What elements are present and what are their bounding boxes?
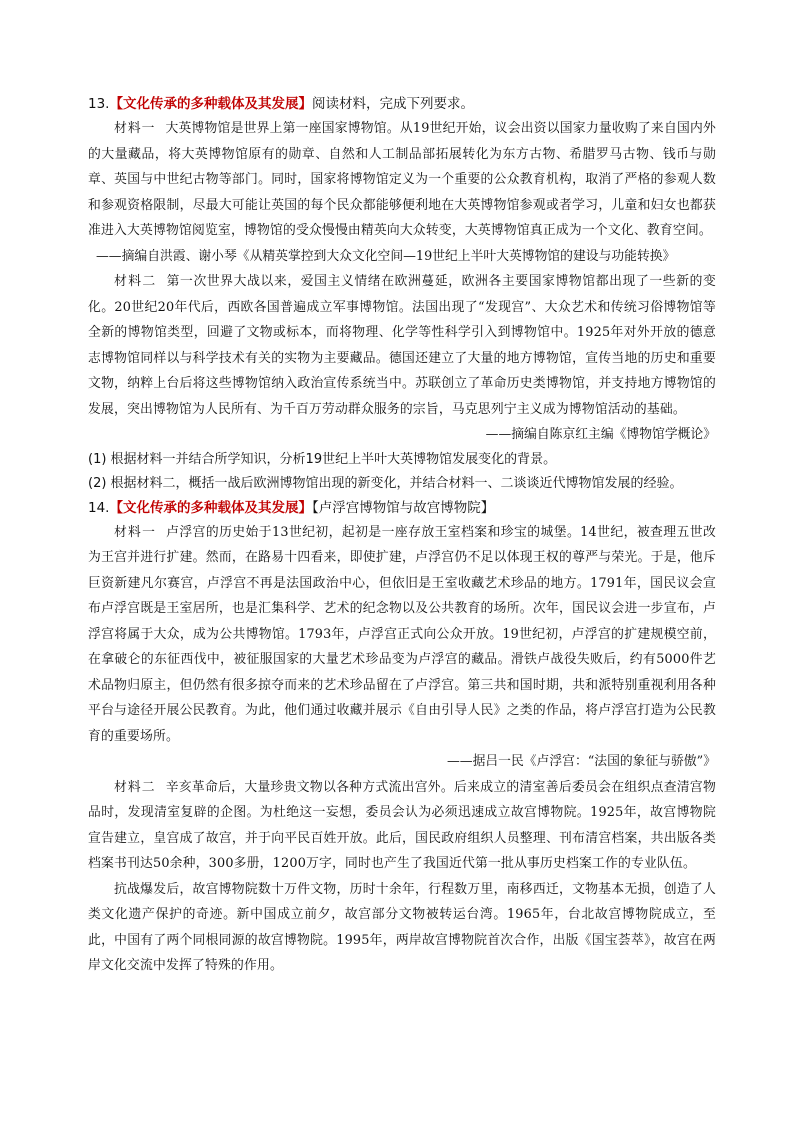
q13-instruction: 阅读材料，完成下列要求。 — [311, 96, 474, 112]
q13-task-2: (2) 根据材料二，概括一战后欧洲博物馆出现的新变化，并结合材料一、二谈谈近代博物馆发展的经验。 — [88, 475, 683, 491]
q14-material-2-continued: 抗战爆发后，故宫博物院数十万件文物，历时十余年，行程数万里，南移西迁，文物基本无损，创造了人类文化遗产保护的奇迹。新中国成立前夕，故宫部分文物被转运台湾。1965年，台北故宫博物院成立，至此，中国有了两个同根同源的故宫博物院。1995年，两岸故宫博物院首次合作，出版《国宝荟萃》，故宫在两岸文化交流中发挥了特殊的作用。 — [88, 881, 716, 973]
q13-number: 13. — [88, 96, 110, 112]
q13-task-1: (1) 根据材料一并结合所学知识，分析19世纪上半叶大英博物馆发展变化的背景。 — [88, 451, 557, 467]
q13-m1-text: 大英博物馆是世界上第一座国家博物馆。从19世纪开始，议会出资以国家力量收购了来自国内外的大量藏品，将大英博物馆原有的勋章、自然和人工制品部拓展转化为东方古物、希腊罗马古物、钱币与勋章、英国与中世纪古物等部门。同时，国家将博物馆定义为一个重要的公众教育机构，取消了严格的参观人数和参观资格限制，尽最大可能让英国的每个民众都能够便利地在大英博物馆参观或者学习，儿童和妇女也都获准进入大英博物馆阅览室，博物馆的受众慢慢由精英向大众转变，大英博物馆真正成为一个文化、教育空间。 — [88, 121, 716, 238]
q13-m2-source: ——摘编自陈京红主编《博物馆学概论》 — [485, 427, 716, 442]
q13-m1-label: 材料一 — [114, 121, 156, 136]
q14-m1-label: 材料一 — [114, 524, 157, 540]
page-content — [88, 92, 716, 979]
q14-material-2 — [88, 775, 716, 877]
q14-heading — [88, 496, 716, 520]
q14-subtitle: 【卢浮宫博物馆与故宫博物院】 — [311, 499, 495, 516]
q14-m2-label: 材料二 — [114, 779, 156, 795]
q14-material-1 — [88, 520, 716, 750]
q14-m1-text: 卢浮宫的历史始于13世纪初，起初是一座存放王室档案和珍宝的城堡。14世纪，被查理五世改为王宫并进行扩建。然而，在路易十四看来，即使扩建，卢浮宫仍不足以体现王权的尊严与荣光。于是，他斥巨资新建凡尔赛宫，卢浮宫不再是法国政治中心，但依旧是王室收藏艺术珍品的地方。1791年，国民议会宣布卢浮宫既是王室居所，也是汇集科学、艺术的纪念物以及公共教育的场所。次年，国民议会进一步宣布，卢浮宫将属于大众，成为公共博物馆。1793年，卢浮宫正式向公众开放。19世纪初，卢浮宫的扩建规模空前，在拿破仑的东征西伐中，被征服国家的大量艺术珍品变为卢浮宫的藏品。滑铁卢战役失败后，约有5000件艺术品物归原主，但仍然有很多掠夺而来的艺术珍品留在了卢浮宫。第三共和国时期，共和派特别重视利用各种平台与途径开展公民教育。为此，他们通过收藏并展示《自由引导人民》之类的作品，将卢浮宫打造为公民教育的重要场所。 — [88, 524, 717, 744]
q13-m2-label: 材料二 — [114, 274, 157, 289]
q14-m1-source: ——据吕一民《卢浮宫：“法国的象征与骄傲”》 — [446, 754, 716, 769]
q14-topic-tag: 【文化传承的多种载体及其发展】 — [109, 499, 312, 516]
q14-number: 14. — [88, 499, 110, 516]
q13-material-2 — [88, 269, 716, 422]
q13-topic-tag: 【文化传承的多种载体及其发展】 — [109, 96, 312, 112]
q13-m1-source: ——摘编自洪霞、谢小琴《从精英掌控到大众文化空间—19世纪上半叶大英博物馆的建设与功能转换》 — [96, 248, 676, 264]
q13-heading — [88, 92, 716, 116]
q13-material-1 — [88, 116, 716, 244]
q13-m2-text: 第一次世界大战以来，爱国主义情绪在欧洲蔓延，欧洲各主要国家博物馆都出现了一些新的变化。20世纪20年代后，西欧各国普遍成立军事博物馆。法国出现了“发现宫”、大众艺术和传统习俗博物馆等全新的博物馆类型，回避了文物或标本，而将物理、化学等性科学引入到博物馆中。1925年对外开放的德意志博物馆同样以与科学技术有关的实物为主要藏品。德国还建立了大量的地方博物馆，宣传当地的历史和重要文物，纳粹上台后将这些博物馆纳入政治宣传系统当中。苏联创立了革命历史类博物馆，并支持地方博物馆的发展，突出博物馆为人民所有、为千百万劳动群众服务的宗旨，马克思列宁主义成为博物馆活动的基础。 — [88, 274, 717, 417]
q14-m2-text: 辛亥革命后，大量珍贵文物以各种方式流出宫外。后来成立的清室善后委员会在组织点查清宫物品时，发现清室复辟的企图。为杜绝这一妄想，委员会认为必须迅速成立故宫博物院。1925年，故宫博物院宣告建立，皇宫成了故宫，并于向平民百姓开放。此后，国民政府组织人员整理、刊布清宫档案，共出版各类档案书刊达50余种，300多册，1200万字，同时也产生了我国近代第一批从事历史档案工作的专业队伍。 — [88, 779, 716, 871]
